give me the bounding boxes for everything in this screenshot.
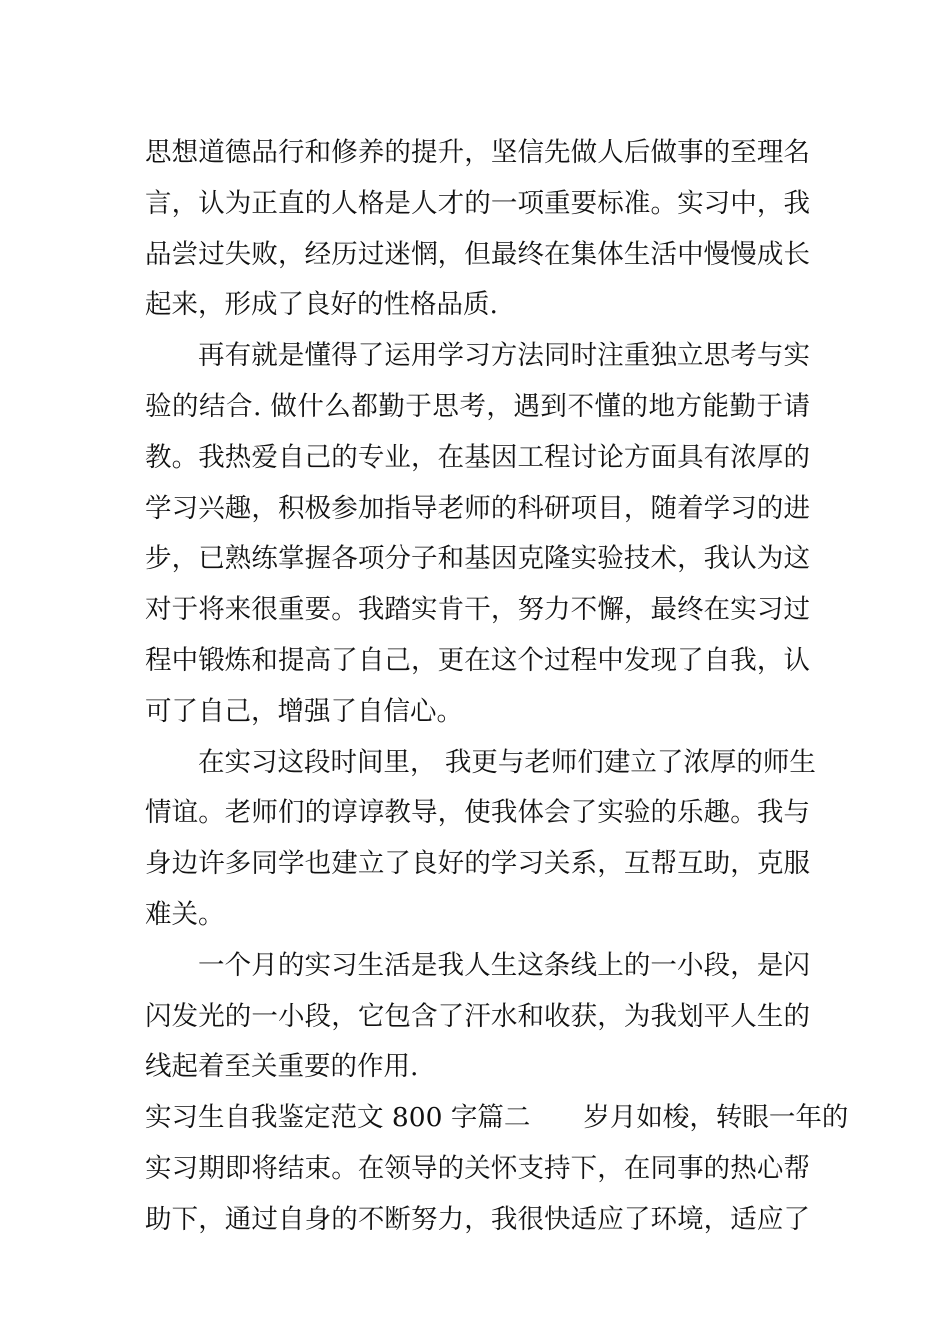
text-line: 言，认为正直的人格是人才的一项重要标准。实习中，我 <box>145 187 810 219</box>
text-line: 线起着至关重要的作用. <box>145 1051 419 1083</box>
text-line: 起来，形成了良好的性格品质. <box>145 289 498 321</box>
text-line: 助下，通过自身的不断努力，我很快适应了环境，适应了 <box>145 1203 810 1235</box>
text-line: 思想道德品行和修养的提升，坚信先做人后做事的至理名 <box>145 137 810 168</box>
text-line: 实习生自我鉴定范文 800 字篇二 岁月如梭，转眼一年的 <box>145 1102 849 1134</box>
text-line: 在实习这段时间里， 我更与老师们建立了浓厚的师生 <box>198 746 816 778</box>
text-line: 再有就是懂得了运用学习方法同时注重独立思考与实 <box>198 340 810 372</box>
text-line: 情谊。老师们的谆谆教导，使我体会了实验的乐趣。我与 <box>145 797 810 829</box>
text-line: 闪发光的一小段，它包含了汗水和收获，为我划平人生的 <box>145 1000 810 1032</box>
text-line: 难关。 <box>145 898 225 930</box>
text-line: 程中锻炼和提高了自己，更在这个过程中发现了自我，认 <box>145 644 810 676</box>
text-line: 验的结合. 做什么都勤于思考，遇到不懂的地方能勤于请 <box>145 390 810 422</box>
text-line: 对于将来很重要。我踏实肯干，努力不懈，最终在实习过 <box>145 594 810 626</box>
text-line: 品尝过失败，经历过迷惘，但最终在集体生活中慢慢成长 <box>145 238 810 270</box>
text-line: 实习期即将结束。在领导的关怀支持下，在同事的热心帮 <box>145 1152 810 1184</box>
text-line: 一个月的实习生活是我人生这条线上的一小段，是闪 <box>198 949 810 981</box>
text-line: 可了自己，增强了自信心。 <box>145 695 463 727</box>
text-line: 身边许多同学也建立了良好的学习关系，互帮互助，克服 <box>145 848 810 880</box>
text-line: 学习兴趣，积极参加指导老师的科研项目，随着学习的进 <box>145 492 810 524</box>
text-line: 教。我热爱自己的专业，在基因工程讨论方面具有浓厚的 <box>145 441 810 473</box>
text-line: 步，已熟练掌握各项分子和基因克隆实验技术，我认为这 <box>145 543 810 575</box>
document-body <box>145 128 849 1246</box>
